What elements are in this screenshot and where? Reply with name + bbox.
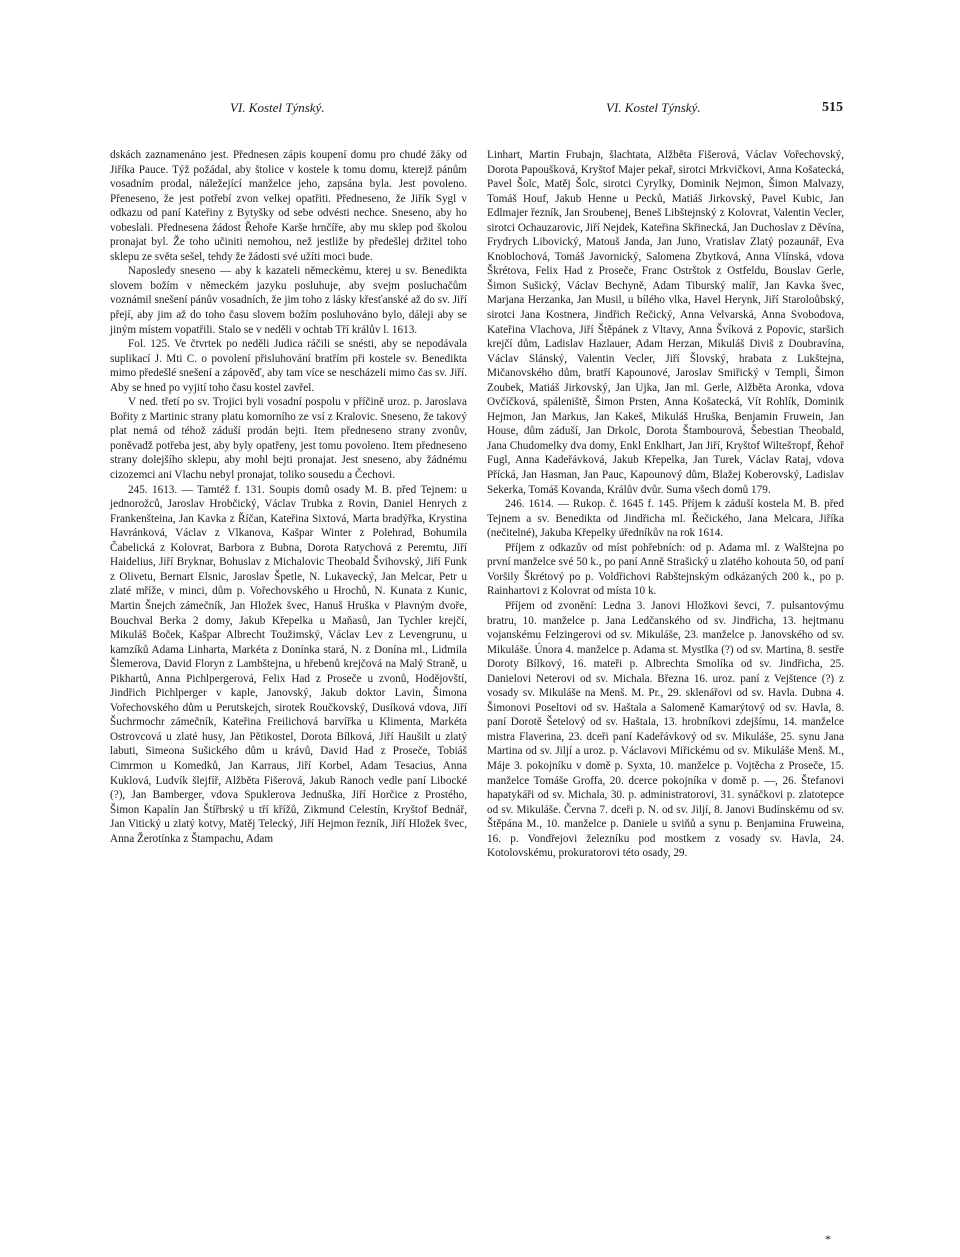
end-mark: * bbox=[825, 1232, 831, 1246]
running-header-right: VI. Kostel Týnský. bbox=[606, 100, 701, 115]
right-column bbox=[487, 148, 844, 861]
paragraph: 246. 1614. — Rukop. č. 1645 f. 145. Příjem k záduší kostela M. B. před Tejnem a sv. Benedikta od Jindřicha ml. Řečického, Jana Melcara, Jiříka (nečitelné), Jakuba Křepelky úředníkův na rok 1614. bbox=[487, 498, 844, 540]
paragraph: Příjem od zvonění: Ledna 3. Janovi Hložkovi ševci, 7. pulsantovýmu bratru, 10. manželce p. Jana Ledčanského od sv. Jindřicha, 13. hejtmanu vojanskému Felzingerovi od sv. Mikuláše, 23. manželce p. Janovského od sv. Mikuláše. Února 4. manželce p. Adama st. Mystlka (?) od sv. Martina, 8. sestře Doroty Bílkový, 16. mateři p. Albrechta Smolíka od sv. Jindřicha, 25. Danielovi Neterovi od sv. Michala. Března 16. uroz. paní z Vejštence (?) z vosady sv. Mikuláše na Menš. M. Pr., 29. sklenářovi od sv. Havla. Dubna 4. Šimonovi Poseltovi od sv. Haštala a Salomeně Kamarýtový od sv. Havla, 8. paní Dorotě Šetelový od sv. Haštala, 13. hrobníkovi zdejšímu, 14. manželce mistra Flaverina, 23. dceři paní Kadeřávkový od sv. Mikuláše, 25. synu Jana Martina od sv. Jiljí a uroz. p. Václavovi Miřickému od sv. Mikuláše Menš. M., Máje 3. pokojníku v domě p. Syxta, 10. manželce p. Vojtěcha z Proseče, 15. manželce Tomáše Groffa, 20. dcerce pokojníka v domě p. —, 26. Štefanovi hapatykáři od sv. Michala, 30. p. administratorovi, 31. synáčkovi p. zlatotepce od sv. Mikuláše. Června 7. dceři p. N. od sv. Jiljí, 8. Janovi Budínskému od sv. Štěpána M., 10. manželce p. Daniele u sviňů a synu p. Benjamina Fruweina, 16. p. Vondřejovi železníku pod mostkem z vosady sv. Havla, 24. Kotolovskému, prokuratorovi této osady, 29. bbox=[487, 599, 844, 860]
left-column bbox=[110, 148, 467, 846]
paragraph: 245. 1613. — Tamtéž f. 131. Soupis domů osady M. B. před Tejnem: u jednorožců, Jaroslav Hrobčický, Václav Trubka z Rovin, Daniel Henrych z Frankenšteina, Jan Kavka z Říčan, Kateřina Sixtová, Marta bradýřka, Krystina Havránková, Václav z Vlkanova, Kašpar Winter z Polehrad, Bohumila Čabelická z Kolovrat, Barbora z Bubna, Dorota Ratychová z Peremtu, Jiří Haidelius, Jiří Bryknar, Bohuslav z Michalovic Theobald Švihovský, Jiří Funk z Olivetu, Bernart Elsnic, Jaroslav Špetle, N. Lukavecký, Jan Melcar, Petr u zlaté mříže, v minci, dům p. Vořechovského u Hrochů, N. Kunata z Kunic, Martin Šnejch zámečník, Jan Hložek švec, Hanuš Hruška v Plavným dvoře, Bouchval Berka 2 domy, Jakub Křepelka u Maňasů, Jan Tychler krejčí, Mikuláš Boček, Kašpar Albrecht Toužimský, Václav Lev z Levengrunu, u kamzíků Adama Linharta, Markéta z Donínka stará, N. z Donína ml., Lidmila Šlemerova, David Floryn z Lambštejna, u hřebenů krejčová na Malý Straně, u Pikhartů, Anna Pichlpergerová, Felix Had z Proseče u zvonů, Hodějovští, Jindřich Pichlperger v kaple, Janovský, Jakub doktor Lavin, Šimona Vořechovského dům u Perutskejch, sirotek Roučkovský, Dusíková vdova, Jiří Šuchrmochr zámečník, Kateřina Freilichová barvířka u Klimenta, Markéta Ostrovcová u zlaté husy, Jan Pětikostel, Dorota Bílková, Jiří Haušilt u zlatý labuti, Simeona Sušického dům u krávů, David Had z Proseče, Tobiáš Cimrmon u Komedků, Jan Karraus, Jiří Korbel, Adam Tesacius, Anna Kuklová, Ludvík šlejfíř, Alžběta Fišerová, Jakub Ranoch vedle paní Libocké (?), Jan Bamberger, vdova Spuklerova Jednuška, Jiří Horčice z Prostého, Šimon Kapalín Jan Štířbrský u tří křížů, Zikmund Celestín, Kryštof Bednář, Jan Vitický u zlatý kotvy, Matěj Telecký, Jiří Hejmon řezník, Jiří Hložek švec, Anna Žerotínka z Štampachu, Adam bbox=[110, 483, 467, 845]
page-number: 515 bbox=[822, 100, 843, 115]
paragraph: V ned. třetí po sv. Trojici byli vosadní pospolu v příčině uroz. p. Jaroslava Bořity z Martinic strany platu komorního ze vsí z Kralovic. Sneseno, že takový plat nemá od téhož záduší prodán bejti. Item předneseno strany zvonův, poněvadž potřeba jest, aby byly opatřeny, jest tomu povoleno. Item předneseno strany dolejšího sklepu, aby mohl bejti pronajat. Jest sneseno, aby žádnému cizozemci ani Vlachu nebyl pronajat, toliko sousedu a Čechovi. bbox=[110, 396, 467, 482]
paragraph: Linhart, Martin Frubajn, šlachtata, Alžběta Fišerová, Václav Vořechovský, Dorota Papoušková, Kryštof Majer pekař, sirotci Mrkvičkovi, Anna Košatecká, Pavel Šolc, Matěj Šolc, sirotci Cyrylky, Dominik Nejmon, Šimon Malvazy, Tomáš Houf, Jakub Henne u Pecků, Matiáš Jirkovský, Pavel Kubic, Jan Edlmajer řezník, Jan Sroubenej, Beneš Libštejnský z Kolovrat, Valentin Vecler, sirotci Ochauzarovic, Jiří Nejdek, Kateřina Skřinecká, Jan Duchoslav z Děvína, Frydrych Libovický, Matouš Janda, Jan Juno, Vratislav Zlatý pozaunář, Eva Knoblochová, Tomáš Javornický, Salomena Zbytková, Anna Vlínská, vdova Škrétova, Felix Had z Proseče, Franc Ostrštok z Ostfeldu, Bouslav Gerle, Šimon Sušický, Václav Bechyně, Adam Tiburský malíř, Jan Kavka švec, Marjana Herzanka, Jan Musil, u bílého vlka, Havel Herynk, Jiří Staroloůbský, sirotci Jana Kostnera, Jindřich Rečický, Anna Velvarská, Anna Svobodova, Kateřina Vlachova, Jiří Štěpánek z Vltavy, Anna Švíková z Popovic, staršich krejčí dům, Ladislav Hazlauer, Adam Herzan, Mikuláš Diviš z Doubravína, Václav Slánský, Valentin Vecler, Jiří Šlovský, hrabata z Lukštejna, Mičanovského dům, bratří Kapounové, Jaroslav Smiřický v Templi, Šimon Zoubek, Matiáš Jirkovský, Jan Ujka, Jan ml. Gerle, Alžběta Aronka, vdova Ovčíčková, spáleniště, Šimon Prsten, Anna Košatecká, Vít Rohlík, Dominik Hejmon, Jan Markus, Jan Kakeš, Mikuláš Hruška, Benjamin Fruwein, Jan House, dům záduší, Jan Drkolc, Dorota Štambourová, Šebestian Theobald, Jana Chudomelky dva domy, Enkl Enklhart, Jan Jiří, Kryštof Wiltešторf, Řehoř Fugl, Anna Kadeřávková, Jakub Křepelka, Jan Turek, Václav Rataj, vdova Přícká, Jan Hasman, Jan Pauc, Kapounový dům, Blažej Koberovský, Ladislav Sekerka, Tomáš Kovanda, Králův dvůr. Suma všech domů 179. bbox=[487, 149, 844, 496]
paragraph: Naposledy sneseno — aby k kazateli německému, kterej u sv. Benedikta slovem božím v německém jazyku posluhuje, aby svejm posluchačům voznámil snešení pánův vosadních, že jim toho z lásky křesťanské až do sv. Jiří přejí, aby jim až do toho času slovem božím posluhováno bylo, dáleji aby se jiným místem vopatřili. Stalo se v neděli v ochtab Tří králův l. 1613. bbox=[110, 265, 467, 336]
paragraph: Příjem z odkazův od míst pohřebních: od p. Adama ml. z Walštejna po první manželce své 50 k., po paní Anně Strašický u zlatého kohouta 50, od paní Voršily Škrétový po p. Voldřichovi Rabštejnským odkázaných 200 k., po p. Rainhartovi z Kolovrat od místa 10 k. bbox=[487, 541, 844, 598]
paragraph: Fol. 125. Ve čtvrtek po neděli Judica ráčili se snésti, aby se nepodávala suplikací J. Mti C. o povolení přisluhování bratřím při kostele sv. Benedikta mimo předešlé snešení a zápověď, aby tam více se nescházeli mimo čas sv. Jiří. Aby se hned po vyjití toho času kostel zavřel. bbox=[110, 338, 467, 394]
running-header-left: VI. Kostel Týnský. bbox=[230, 100, 325, 115]
paragraph: dskách zaznamenáno jest. Přednesen zápis koupení domu pro chudé žáky od Jiříka Pauce. Týž požádal, aby štolice v kostele k tomu domu, kterejž pánům vosadním prodal, náležející manželce jeho, zapsána byla. Jest povoleno. Přeneseno, že jest potřebí zvon velkej opatřiti. Předneseno, že Jiřík Sygl v odkazu od paní Kateřiny z Bytyšky od sebe odvésti nechce. Sneseno, aby ho vobeslali. Přednesena žádost Řehoře Karše hrnčíře, aby mu sklep pod školou pronajat byl. Že toho učiniti nemohou, než jestliže by předešlej držitel toho sklepu ze světa sešel, tehdy že žádosti své užíti moci bude. bbox=[110, 149, 467, 263]
